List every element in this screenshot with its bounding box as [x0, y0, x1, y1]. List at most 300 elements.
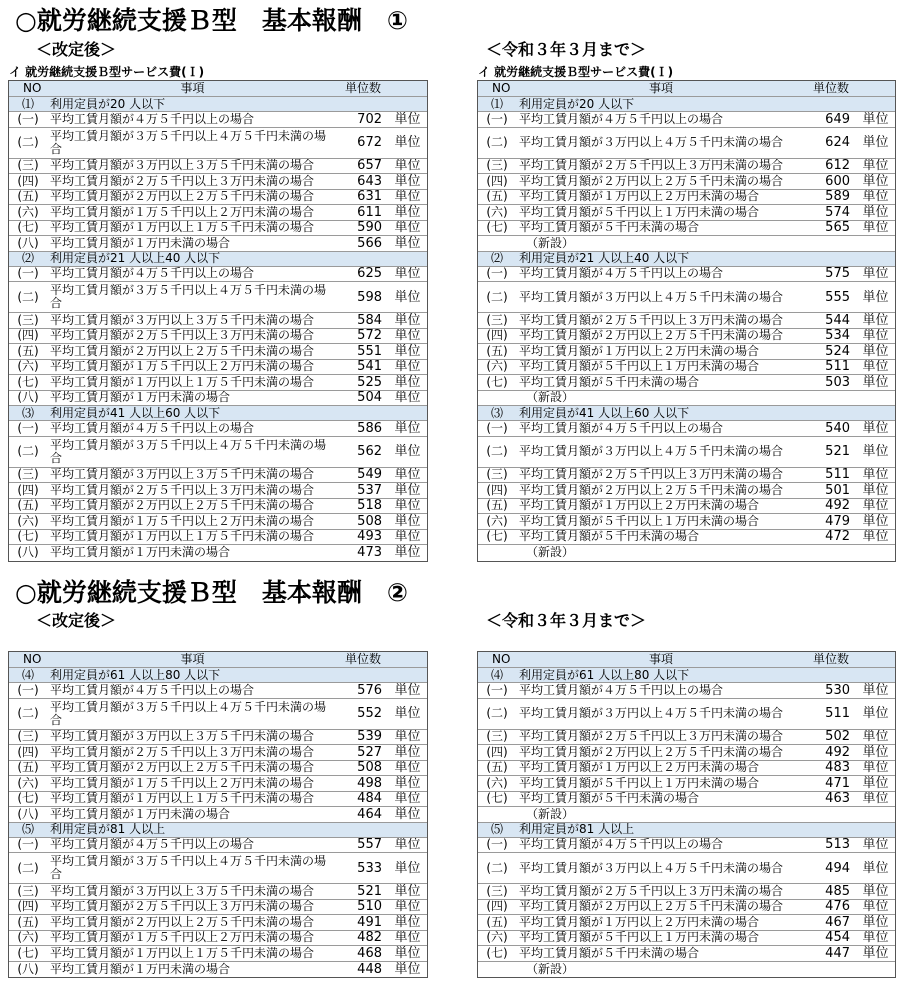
row-value: 600	[825, 174, 850, 189]
row-item: 平均工賃月額が４万５千円以上の場合	[50, 266, 255, 281]
row-unit: 単位	[862, 205, 889, 220]
header-unit	[388, 652, 427, 667]
row-no: (七)	[486, 946, 508, 960]
row-value: 521	[825, 444, 850, 459]
row-unit: 単位	[862, 498, 889, 513]
row-value: 511	[825, 706, 850, 721]
table-row	[478, 128, 895, 159]
row-unit: 単位	[394, 837, 421, 852]
table-row	[478, 900, 895, 916]
header-item: 事項	[180, 652, 205, 666]
table-row	[478, 282, 895, 313]
table-row	[9, 900, 427, 916]
row-unit: 単位	[862, 266, 889, 281]
row-item: 平均工賃月額が５千円以上１万円未満の場合	[519, 930, 760, 945]
row-no: ⑵	[490, 251, 503, 265]
table-header-row	[478, 652, 895, 668]
table-row	[478, 499, 895, 515]
row-value: 521	[357, 884, 382, 899]
row-value: 501	[825, 483, 850, 498]
row-unit: 単位	[862, 729, 889, 744]
table-row	[478, 344, 895, 360]
row-item: 平均工賃月額が２万円以上２万５千円未満の場合	[519, 899, 784, 914]
row-item: 平均工賃月額が５千円以上１万円未満の場合	[519, 205, 760, 219]
row-no: (五)	[486, 498, 508, 513]
header-unit	[856, 652, 895, 667]
group-label: 利用定員が41 人以上60 人以下	[519, 406, 690, 420]
row-no: (二)	[486, 860, 508, 875]
row-unit: 単位	[394, 289, 421, 305]
row-no: (五)	[486, 189, 508, 204]
row-item: 平均工賃月額が３万５千円以上４万５千円未満の場合	[50, 283, 327, 310]
row-item: 平均工賃月額が１万円未満の場合	[50, 961, 231, 976]
row-no: (六)	[486, 930, 508, 945]
row-no: (四)	[17, 483, 39, 497]
row-no: (三)	[486, 158, 508, 173]
row-unit: 単位	[394, 158, 421, 173]
row-item: 平均工賃月額が５千円以上１万円未満の場合	[519, 776, 760, 790]
row-item: 平均工賃月額が３万円以上３万５千円未満の場合	[50, 313, 315, 327]
row-item: 平均工賃月額が３万円以上４万５千円未満の場合	[519, 444, 784, 458]
row-unit: 単位	[862, 837, 889, 852]
row-item: 平均工賃月額が２万５千円以上３万円未満の場合	[50, 174, 315, 188]
row-unit: 単位	[394, 220, 421, 235]
row-value: 492	[825, 498, 850, 513]
row-no: (七)	[17, 529, 39, 544]
header-value: 単位数	[344, 652, 381, 666]
section-2-title: ○就労継続支援Ｂ型 基本報酬 ②	[15, 578, 408, 607]
row-item: 平均工賃月額が１万５千円以上２万円未満の場合	[50, 359, 315, 374]
row-item: 平均工賃月額が２万５千円以上３万円未満の場合	[50, 328, 315, 343]
row-no: (一)	[486, 683, 508, 697]
row-item: 平均工賃月額が１万円未満の場合	[50, 807, 231, 821]
row-unit: 単位	[394, 444, 421, 459]
table-row	[9, 683, 427, 699]
row-value: 549	[357, 467, 382, 482]
row-item: 平均工賃月額が１万円未満の場合	[50, 545, 231, 560]
row-item: 平均工賃月額が３万５千円以上４万５千円未満の場合	[50, 128, 327, 156]
row-no: (三)	[17, 884, 39, 898]
row-unit: 単位	[394, 174, 421, 189]
row-unit: 単位	[862, 313, 889, 328]
row-value: 539	[357, 729, 382, 744]
table-row	[478, 931, 895, 947]
row-value: 565	[825, 220, 850, 235]
row-unit: 単位	[394, 483, 421, 498]
row-no: (五)	[486, 760, 508, 775]
row-no: (五)	[17, 344, 39, 358]
table-row	[9, 915, 427, 931]
table-row	[478, 530, 895, 546]
section-1-right-heading: ＜令和３年３月まで＞	[486, 40, 647, 59]
section-1-left-heading: ＜改定後＞	[36, 40, 117, 59]
row-unit: 単位	[862, 745, 889, 760]
table-row	[9, 468, 427, 484]
row-no: (三)	[17, 729, 39, 744]
row-no	[478, 807, 516, 822]
row-value: 508	[357, 760, 382, 775]
table-row	[478, 221, 895, 237]
section-2-right-heading: ＜令和３年３月まで＞	[486, 611, 647, 630]
table-row	[9, 530, 427, 546]
row-value: 625	[357, 266, 382, 281]
group-label: 利用定員が41 人以上60 人以下	[50, 406, 221, 420]
row-unit: 単位	[394, 961, 421, 977]
row-item: 平均工賃月額が１万円以上２万円未満の場合	[519, 344, 760, 358]
row-no: (六)	[17, 776, 39, 790]
row-no: (五)	[486, 344, 508, 358]
row-no: (五)	[17, 498, 39, 513]
table-row	[9, 745, 427, 761]
table-row	[9, 884, 427, 900]
row-item: 平均工賃月額が２万５千円以上３万円未満の場合	[50, 483, 315, 497]
row-no: (七)	[17, 375, 39, 389]
row-item: 平均工賃月額が１万円以上２万円未満の場合	[519, 498, 760, 513]
row-unit: 単位	[394, 189, 421, 204]
row-item: 平均工賃月額が４万５千円以上の場合	[50, 112, 255, 126]
row-unit: 単位	[862, 884, 889, 899]
row-item: 平均工賃月額が２万５千円以上３万円未満の場合	[50, 899, 315, 914]
table-row	[9, 391, 427, 407]
table-row	[9, 838, 427, 854]
row-no: (七)	[17, 220, 39, 235]
row-value: 476	[825, 899, 850, 914]
new-placeholder-row	[478, 545, 895, 561]
table-row	[9, 421, 427, 437]
row-value: 447	[825, 946, 850, 961]
new-placeholder-row	[478, 236, 895, 252]
row-item: 平均工賃月額が５千円未満の場合	[519, 220, 700, 235]
row-value: 566	[357, 236, 382, 251]
row-value: 494	[825, 860, 850, 876]
table-row	[478, 776, 895, 792]
row-value: 484	[357, 791, 382, 806]
row-value: 483	[825, 760, 850, 775]
row-value: 502	[825, 729, 850, 744]
table-row	[9, 159, 427, 175]
row-no	[478, 545, 516, 561]
new-placeholder-row	[478, 391, 895, 407]
row-value: 624	[825, 135, 850, 150]
header-item: 事項	[648, 652, 673, 666]
row-no: ⑴	[490, 97, 503, 111]
table-row	[9, 174, 427, 190]
row-unit: 単位	[862, 791, 889, 806]
row-no: ⑶	[21, 406, 34, 420]
row-unit: 単位	[862, 776, 889, 791]
row-unit: 単位	[862, 375, 889, 390]
table-row	[478, 514, 895, 530]
header-no: NO	[492, 652, 511, 666]
row-value: 504	[357, 390, 382, 405]
row-no: (七)	[17, 946, 39, 960]
row-value: 552	[357, 706, 382, 721]
table-row	[478, 159, 895, 175]
row-value: 472	[825, 529, 850, 544]
row-value: 574	[825, 205, 850, 220]
row-no: (八)	[17, 545, 39, 560]
row-item: 平均工賃月額が３万円以上４万５千円未満の場合	[519, 860, 784, 875]
table-row	[9, 545, 427, 561]
row-item: 平均工賃月額が４万５千円以上の場合	[519, 683, 724, 697]
table-row	[9, 699, 427, 730]
row-item: 平均工賃月額が１万円未満の場合	[50, 236, 231, 250]
row-item: 平均工賃月額が２万円以上２万５千円未満の場合	[519, 745, 784, 759]
row-value: 510	[357, 899, 382, 914]
row-item: 平均工賃月額が１万円未満の場合	[50, 390, 231, 405]
table-header-row	[9, 81, 427, 97]
row-value: 473	[357, 545, 382, 561]
row-item: 平均工賃月額が２万円以上２万５千円未満の場合	[50, 344, 315, 358]
row-unit: 単位	[862, 899, 889, 914]
row-value: 485	[825, 884, 850, 899]
row-item: 平均工賃月額が２万５千円以上３万円未満の場合	[519, 313, 784, 327]
table-row	[9, 962, 427, 978]
row-item: 平均工賃月額が２万円以上２万５千円未満の場合	[519, 483, 784, 497]
table-row	[478, 699, 895, 730]
header-no: NO	[23, 652, 42, 666]
row-item: 平均工賃月額が３万５千円以上４万５千円未満の場合	[50, 854, 327, 881]
row-no: (三)	[17, 467, 39, 482]
group-row	[478, 406, 895, 421]
table-row	[9, 190, 427, 206]
row-item: （新設）	[526, 807, 575, 821]
header-unit	[856, 81, 895, 96]
row-item: 平均工賃月額が３万円以上４万５千円未満の場合	[519, 289, 784, 304]
group-label: 利用定員が20 人以下	[50, 97, 166, 111]
row-value: 493	[357, 529, 382, 544]
row-no: (八)	[17, 236, 39, 250]
row-value: 612	[825, 158, 850, 173]
row-item: 平均工賃月額が５千円未満の場合	[519, 375, 700, 389]
row-no: ⑴	[21, 97, 34, 111]
row-unit: 単位	[862, 289, 889, 305]
table-row	[478, 313, 895, 329]
row-value: 525	[357, 375, 382, 390]
row-item: 平均工賃月額が２万５千円以上３万円未満の場合	[50, 745, 315, 759]
group-row	[478, 823, 895, 838]
row-no: (三)	[17, 313, 39, 327]
row-no: (五)	[17, 760, 39, 775]
row-value: 590	[357, 220, 382, 235]
row-value: 511	[825, 467, 850, 482]
row-unit: 単位	[394, 328, 421, 343]
row-item: 平均工賃月額が３万円以上３万５千円未満の場合	[50, 884, 315, 898]
row-item: 平均工賃月額が４万５千円以上の場合	[50, 421, 255, 435]
row-no: (三)	[486, 884, 508, 898]
table-row	[478, 190, 895, 206]
table-revised-2	[8, 651, 428, 978]
row-value: 576	[357, 683, 382, 698]
section-2-left-heading: ＜改定後＞	[36, 611, 117, 630]
row-value: 492	[825, 745, 850, 760]
row-no: (四)	[17, 328, 39, 343]
row-no: ⑷	[490, 668, 503, 682]
row-item: 平均工賃月額が３万円以上３万５千円未満の場合	[50, 729, 315, 744]
row-item: 平均工賃月額が２万円以上２万５千円未満の場合	[50, 760, 315, 775]
row-no: ⑶	[490, 406, 503, 420]
row-item: 平均工賃月額が５千円未満の場合	[519, 791, 700, 806]
header-value: 単位数	[812, 652, 849, 666]
row-unit: 単位	[862, 444, 889, 459]
row-value: 463	[825, 791, 850, 806]
group-label: 利用定員が21 人以上40 人以下	[50, 251, 221, 265]
row-unit: 単位	[394, 421, 421, 436]
table-row	[9, 776, 427, 792]
row-no: (二)	[486, 289, 508, 304]
row-no: (一)	[17, 266, 39, 281]
row-unit: 単位	[394, 776, 421, 791]
table-row	[478, 329, 895, 345]
table-row	[478, 360, 895, 376]
row-value: 467	[825, 915, 850, 930]
row-value: 611	[357, 205, 382, 220]
row-item: 平均工賃月額が１万５千円以上２万円未満の場合	[50, 514, 315, 528]
row-unit: 単位	[862, 112, 889, 127]
table-row	[478, 838, 895, 854]
row-unit: 単位	[394, 514, 421, 529]
row-value: 511	[825, 359, 850, 374]
row-no: (四)	[17, 899, 39, 914]
row-no: (二)	[17, 706, 39, 720]
row-value: 551	[357, 344, 382, 359]
group-row	[478, 668, 895, 683]
row-unit: 単位	[394, 529, 421, 544]
row-item: （新設）	[526, 545, 575, 560]
row-no: (四)	[486, 899, 508, 914]
row-item: 平均工賃月額が１万円以上１万５千円未満の場合	[50, 791, 315, 806]
row-value: 498	[357, 776, 382, 791]
group-label: 利用定員が61 人以上80 人以下	[519, 668, 690, 682]
group-row	[478, 97, 895, 112]
row-no: (四)	[486, 174, 508, 188]
row-no: (五)	[17, 915, 39, 929]
table-header-row	[9, 652, 427, 668]
row-value: 586	[357, 421, 382, 436]
row-value: 468	[357, 946, 382, 961]
table-row	[9, 730, 427, 746]
row-unit: 単位	[862, 359, 889, 374]
row-value: 534	[825, 328, 850, 343]
table-row	[478, 483, 895, 499]
row-unit: 単位	[862, 760, 889, 775]
row-unit: 単位	[862, 220, 889, 235]
row-unit: 単位	[394, 313, 421, 328]
row-value: 540	[825, 421, 850, 436]
row-value: 482	[357, 930, 382, 945]
row-no: (五)	[486, 915, 508, 929]
row-no: (三)	[486, 729, 508, 744]
row-no: (六)	[486, 205, 508, 219]
row-no: (一)	[17, 112, 39, 126]
row-unit: 単位	[862, 915, 889, 930]
row-item: 平均工賃月額が４万５千円以上の場合	[50, 683, 255, 697]
row-no: (六)	[486, 776, 508, 790]
table-row	[478, 730, 895, 746]
row-no: (七)	[486, 529, 508, 544]
row-no: (一)	[486, 112, 508, 126]
row-value: 530	[825, 683, 850, 698]
table-row	[478, 683, 895, 699]
row-unit: 単位	[394, 545, 421, 561]
table-row	[9, 792, 427, 808]
row-value: 631	[357, 189, 382, 204]
row-item: 平均工賃月額が４万５千円以上の場合	[519, 266, 724, 281]
table-row	[9, 267, 427, 283]
group-label: 利用定員が81 人以上	[50, 822, 166, 836]
table-row	[9, 483, 427, 499]
row-no: (一)	[17, 421, 39, 435]
row-value: 598	[357, 289, 382, 305]
table-row	[9, 344, 427, 360]
row-item: 平均工賃月額が１万円以上２万円未満の場合	[519, 189, 760, 204]
table-row	[478, 761, 895, 777]
row-unit: 単位	[862, 683, 889, 698]
row-value: 533	[357, 860, 382, 876]
row-item: 平均工賃月額が２万円以上２万５千円未満の場合	[50, 498, 315, 513]
table-row	[478, 112, 895, 128]
row-item: （新設）	[526, 236, 575, 250]
row-no: (二)	[486, 135, 508, 149]
table-header-row	[478, 81, 895, 97]
row-item: 平均工賃月額が５千円以上１万円未満の場合	[519, 514, 760, 528]
row-item: 平均工賃月額が１万円以上２万円未満の場合	[519, 915, 760, 929]
table-row	[478, 884, 895, 900]
row-value: 672	[357, 135, 382, 150]
table-row	[9, 499, 427, 515]
row-value: 702	[357, 112, 382, 127]
row-no: (六)	[486, 514, 508, 528]
row-unit: 単位	[394, 683, 421, 698]
row-item: 平均工賃月額が２万５千円以上３万円未満の場合	[519, 884, 784, 898]
group-row	[9, 406, 427, 421]
row-unit: 単位	[394, 946, 421, 961]
row-item: 平均工賃月額が４万５千円以上の場合	[519, 421, 724, 435]
row-value: 657	[357, 158, 382, 173]
row-no: (八)	[17, 390, 39, 405]
row-item: 平均工賃月額が１万５千円以上２万円未満の場合	[50, 205, 315, 219]
table-row	[478, 915, 895, 931]
row-no: (一)	[486, 266, 508, 281]
row-unit: 単位	[394, 112, 421, 127]
table-row	[9, 853, 427, 884]
row-item: 平均工賃月額が２万円以上２万５千円未満の場合	[50, 189, 315, 204]
group-row	[9, 252, 427, 267]
row-no: (七)	[486, 791, 508, 806]
row-no: (二)	[486, 444, 508, 458]
row-no: (六)	[17, 930, 39, 945]
header-unit	[388, 81, 427, 96]
row-value: 572	[357, 328, 382, 343]
table-row	[9, 360, 427, 376]
row-unit: 単位	[394, 236, 421, 251]
row-value: 471	[825, 776, 850, 791]
table-row	[478, 792, 895, 808]
row-no: (六)	[486, 359, 508, 374]
row-unit: 単位	[394, 899, 421, 914]
row-unit: 単位	[862, 514, 889, 529]
row-item: 平均工賃月額が３万円以上３万５千円未満の場合	[50, 467, 315, 482]
row-item: 平均工賃月額が４万５千円以上の場合	[519, 837, 724, 852]
header-item: 事項	[180, 81, 205, 95]
row-unit: 単位	[862, 135, 889, 150]
group-label: 利用定員が81 人以上	[519, 822, 635, 836]
row-item: 平均工賃月額が１万円以上１万５千円未満の場合	[50, 946, 315, 960]
row-item: 平均工賃月額が２万５千円以上３万円未満の場合	[519, 467, 784, 482]
row-unit: 単位	[394, 807, 421, 822]
row-no: ⑸	[21, 822, 34, 836]
table-row	[478, 421, 895, 437]
